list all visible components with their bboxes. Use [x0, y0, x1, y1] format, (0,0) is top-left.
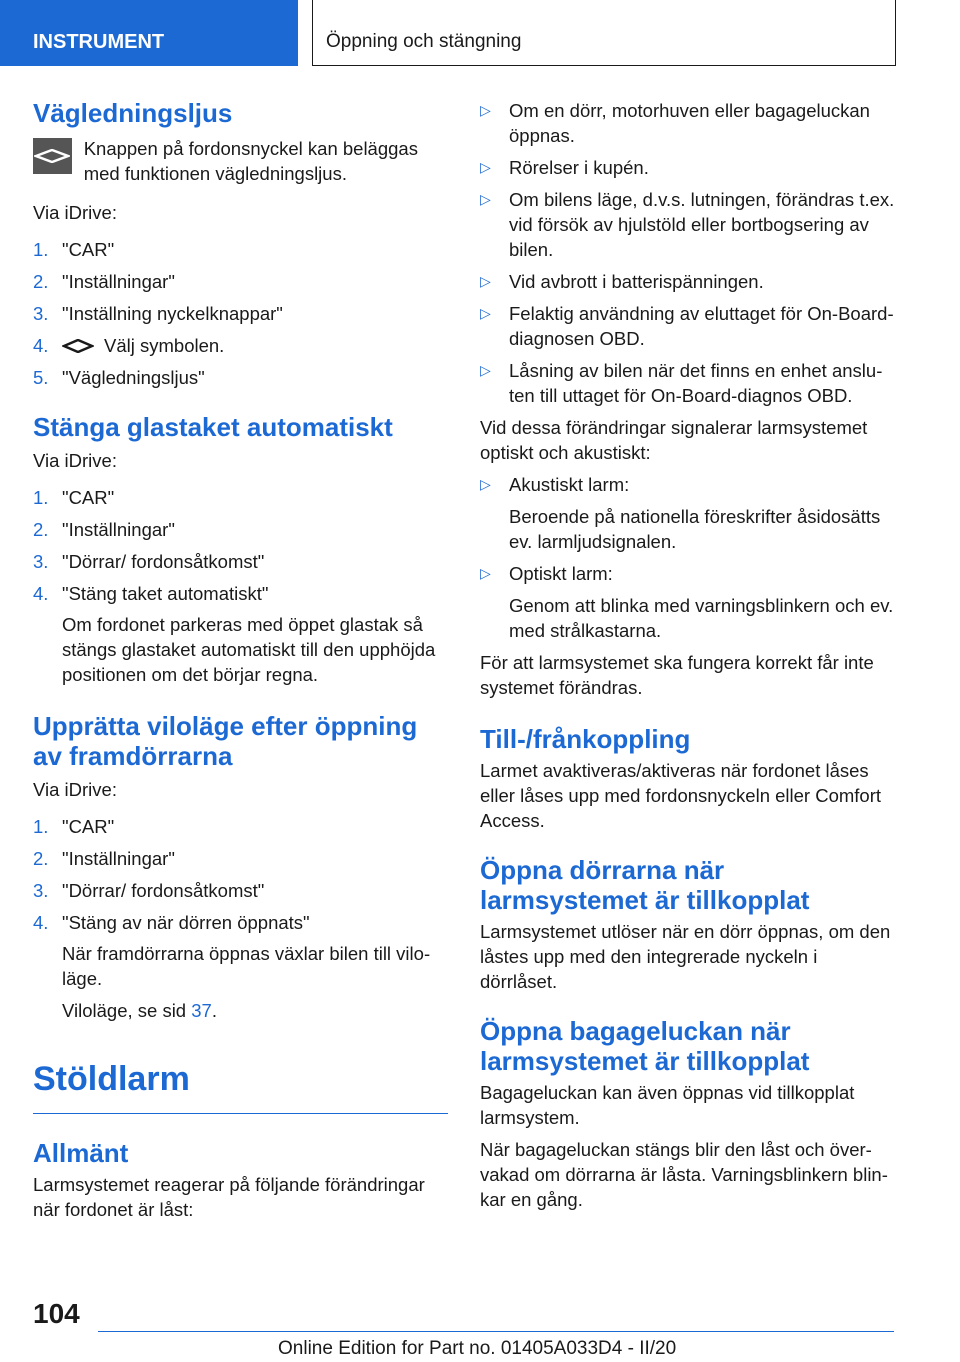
heading-theft-alarm: Stöldlarm [33, 1060, 190, 1098]
page-link[interactable]: 37 [191, 1000, 212, 1021]
heading-guide-light: Vägledningsljus [33, 98, 233, 128]
list-item: ▷ Om bilens läge, d.v.s. lutningen, förändras t.ex. vid försök av hjulstöld eller bortbogsering av bilen. [480, 189, 895, 260]
tailgate-text-1: Bagageluckan kan även öppnas vid tillkopplat larmsystem. [480, 1082, 855, 1128]
heading-open-tailgate: Öppna bagageluckan när larmsystemet är tillkopplat [480, 1016, 810, 1076]
heading-rest-mode: Upprätta viloläge efter öppning av framdörrarna [33, 711, 418, 771]
list-item: 2. "Inställningar" [33, 519, 175, 540]
list-item: ▷ Optiskt larm: [480, 563, 613, 584]
alarm-triggers-list [480, 98, 896, 408]
list-item: 1. "CAR" [33, 816, 115, 837]
general-text: Larmsystemet reagerar på följande förändringar när fordonet är låst: [33, 1174, 425, 1220]
steps-rest-mode [33, 814, 448, 935]
tailgate-text-2: När bagageluckan stängs blir den låst och övervakad om dörrarna är låsta. Varningsblinkern blinkar en gång. [480, 1139, 888, 1210]
via-idrive-2: Via iDrive: [33, 450, 117, 471]
list-item: 3. "Dörrar/ fordonsåtkomst" [33, 880, 265, 901]
open-doors-text: Larmsystemet utlöser när en dörr öppnas, om den låstes upp med den integrerade nyckeln i dörrlåset. [480, 921, 891, 992]
list-item: 2. "Inställningar" [33, 271, 175, 292]
list-item: 1. "CAR" [33, 487, 115, 508]
steps-glass-roof [33, 485, 448, 606]
function-text: För att larmsystemet ska fungera korrekt får inte systemet förändras. [480, 652, 874, 698]
list-item: 4. Välj symbolen. [33, 335, 225, 356]
glass-roof-note: Om fordonet parkeras med öppet glastak så stängs glastaket automatiskt till den upphöjda positionen om det börjar regna. [62, 614, 436, 685]
heading-open-doors: Öppna dörrarna när larmsystemet är tillkopplat [480, 855, 810, 915]
left-column [33, 98, 448, 1222]
acoustic-text: Beroende på nationella föreskrifter åsidosätts ev. larmljudsignalen. [509, 506, 881, 552]
diamond-icon [34, 149, 70, 163]
list-item: ▷ Låsning av bilen när det finns en enhet ansluten till uttaget för On-Board-diagnos OBD. [480, 360, 883, 406]
via-idrive-3: Via iDrive: [33, 779, 117, 800]
heading-rule [33, 1113, 448, 1114]
list-item: 2. "Inställningar" [33, 848, 175, 869]
list-item: 1. "CAR" [33, 239, 115, 260]
heading-general: Allmänt [33, 1138, 129, 1168]
via-idrive-1: Via iDrive: [33, 202, 117, 223]
signal-text: Vid dessa förändringar signalerar larmsystemet optiskt och akustiskt: [480, 417, 868, 463]
page-number: 104 [33, 1298, 80, 1329]
right-column [480, 98, 896, 1212]
list-item: 4. "Stäng taket automatiskt" [33, 583, 269, 604]
list-item: ▷ Vid avbrott i batterispänningen. [480, 271, 764, 292]
chapter-title: Öppning och stängning [312, 0, 896, 66]
alarm-types-list [480, 472, 896, 497]
list-item: 3. "Dörrar/ fordonsåtkomst" [33, 551, 265, 572]
list-item: ▷ Akustiskt larm: [480, 474, 630, 495]
footer-rule [98, 1331, 894, 1332]
key-button-image [33, 138, 72, 174]
heading-glass-roof: Stänga glastaket automatiskt [33, 412, 393, 442]
steps-guide-light [33, 237, 448, 390]
list-item: 5. "Vägledningsljus" [33, 367, 205, 388]
footer-edition: Online Edition for Part no. 01405A033D4 - II/20 [278, 1338, 677, 1359]
heading-on-off: Till-/frånkoppling [480, 724, 691, 754]
alarm-types-list-2 [480, 561, 896, 586]
list-item: ▷ Om en dörr, motorhuven eller bagageluckan öppnas. [480, 100, 870, 146]
rest-mode-note: När framdörrarna öppnas växlar bilen till viloläge. [62, 943, 431, 989]
section-tab: INSTRUMENT [0, 0, 298, 66]
on-off-text: Larmet avaktiveras/aktiveras när fordonet låses eller låses upp med fordonsnyckeln eller Comfort Access. [480, 760, 882, 831]
list-item: 4. "Stäng av när dörren öppnats" [33, 912, 310, 933]
key-button-row [33, 136, 448, 186]
list-item: 3. "Inställning nyckelknappar" [33, 303, 283, 324]
guide-light-intro: Knappen på fordonsnyckel kan beläggas med funktionen vägledningsljus. [83, 138, 418, 184]
page-header [0, 0, 960, 66]
optical-text: Genom att blinka med varningsblinkern och ev. med strålkastarna. [509, 595, 894, 641]
rest-mode-reference: Viloläge, se sid 37. [62, 1000, 217, 1021]
list-item: ▷ Felaktig användning av eluttaget för On-Board-diagnosen OBD. [480, 303, 894, 349]
diamond-icon [62, 339, 94, 353]
list-item: ▷ Rörelser i kupén. [480, 157, 649, 178]
